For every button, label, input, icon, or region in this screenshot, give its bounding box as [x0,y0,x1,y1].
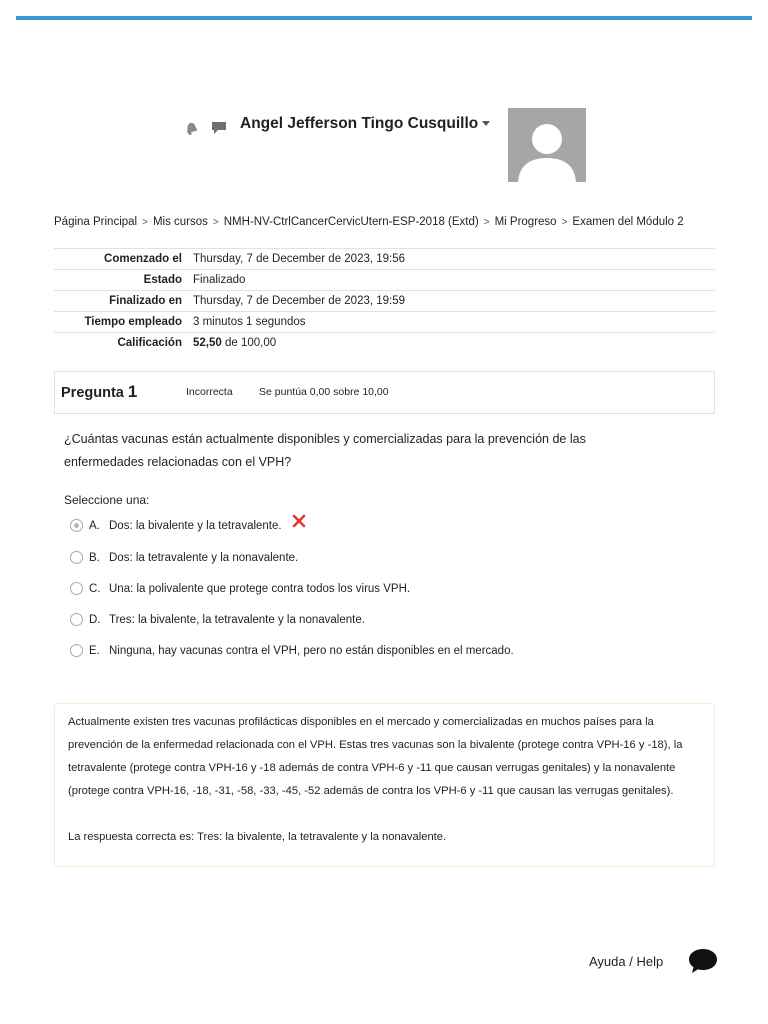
radio-button[interactable] [70,613,83,626]
answer-text: Tres: la bivalente, la tetravalente y la nonavalente. [109,614,365,626]
answer-text: Una: la polivalente que protege contra todos los virus VPH. [109,583,411,595]
answer-letter: B. [89,552,100,564]
breadcrumb [54,216,684,228]
radio-button[interactable] [70,551,83,564]
summary-row-finished [54,291,715,312]
summary-label: Tiempo empleado [84,316,182,328]
chat-bubble-icon[interactable] [688,947,718,975]
breadcrumb-home[interactable]: Página Principal [54,216,138,228]
answer-letter: E. [89,645,100,657]
user-menu-toggle[interactable] [240,115,490,133]
user-name: Angel Jefferson Tingo Cusquillo [240,115,479,132]
question-state: Incorrecta [186,386,233,398]
incorrect-x-icon [292,514,306,528]
summary-value: Finalizado [193,274,246,286]
right-answer: La respuesta correcta es: Tres: la bivalente, la tetravalente y la nonavalente. [68,831,447,843]
radio-selected[interactable] [70,519,83,532]
summary-row-time-taken [54,312,715,333]
notification-bell-icon[interactable] [183,121,199,135]
general-feedback: Actualmente existen tres vacunas profilácticas disponibles en el mercado y comercializadas en muchos países para la prevención de la enfermedad relacionada con el VPH. Estas tres vacunas son la bivalente (protege contra VPH-16 y -18), la tetravalente (protege contra VPH-16 y -18 además de contra VPH-6 y -11 que causan verrugas genitales) y la nonavalente (protege contra VPH-16, -18, -31, -58, -33, -45, -52 además de contra los VPH-6 y -11 que causan las verrugas genitales). [68,716,683,797]
radio-button[interactable] [70,582,83,595]
grade-value: 52,50 [193,337,222,349]
question-number: 1 [127,382,138,401]
summary-grade [193,333,715,354]
answer-text: Dos: la tetravalente y la nonavalente. [109,552,299,564]
question-title [61,382,137,402]
answer-letter: A. [89,520,100,532]
answer-letter: C. [89,583,101,595]
question-title-word: Pregunta [61,385,124,401]
answer-letter: D. [89,614,101,626]
attempt-summary-table [54,248,715,353]
user-avatar[interactable] [508,108,586,182]
summary-label: Finalizado en [109,295,182,307]
breadcrumb-course[interactable]: NMH-NV-CtrlCancerCervicUtern-ESP-2018 (Extd) [223,216,479,228]
summary-value: 3 minutos 1 segundos [193,316,306,328]
chevron-right-icon: > [483,217,490,228]
chevron-right-icon: > [561,217,568,228]
user-silhouette-icon [508,108,586,182]
breadcrumb-exam[interactable]: Examen del Módulo 2 [572,216,684,228]
messages-icon[interactable] [211,121,227,135]
top-accent-bar [16,16,752,20]
help-label[interactable]: Ayuda / Help [589,954,664,969]
feedback-box [54,703,715,867]
question-text: ¿Cuántas vacunas están actualmente disponibles y comercializadas para la prevención de las enfermedades relacionadas con el VPH? [64,432,586,469]
radio-button[interactable] [70,644,83,657]
caret-down-icon [482,121,490,126]
summary-value: Thursday, 7 de December de 2023, 19:56 [193,253,406,265]
chevron-right-icon: > [142,217,148,228]
breadcrumb-progress[interactable]: Mi Progreso [494,216,557,228]
summary-value: Thursday, 7 de December de 2023, 19:59 [193,295,406,307]
summary-label: Calificación [117,337,182,349]
question-info [54,371,715,414]
summary-label: Estado [143,274,182,286]
answer-text: Dos: la bivalente y la tetravalente. [109,520,282,532]
summary-label: Comenzado el [104,253,182,265]
summary-row-started [54,249,715,270]
grade-suffix: de 100,00 [224,337,277,349]
answer-text: Ninguna, hay vacunas contra el VPH, pero no están disponibles en el mercado. [109,645,514,657]
breadcrumb-my-courses[interactable]: Mis cursos [152,216,208,228]
chevron-right-icon: > [212,217,219,228]
summary-row-grade [54,333,715,354]
answer-prompt: Seleccione una: [64,493,150,507]
summary-row-state [54,270,715,291]
question-grade: Se puntúa 0,00 sobre 10,00 [259,386,389,398]
